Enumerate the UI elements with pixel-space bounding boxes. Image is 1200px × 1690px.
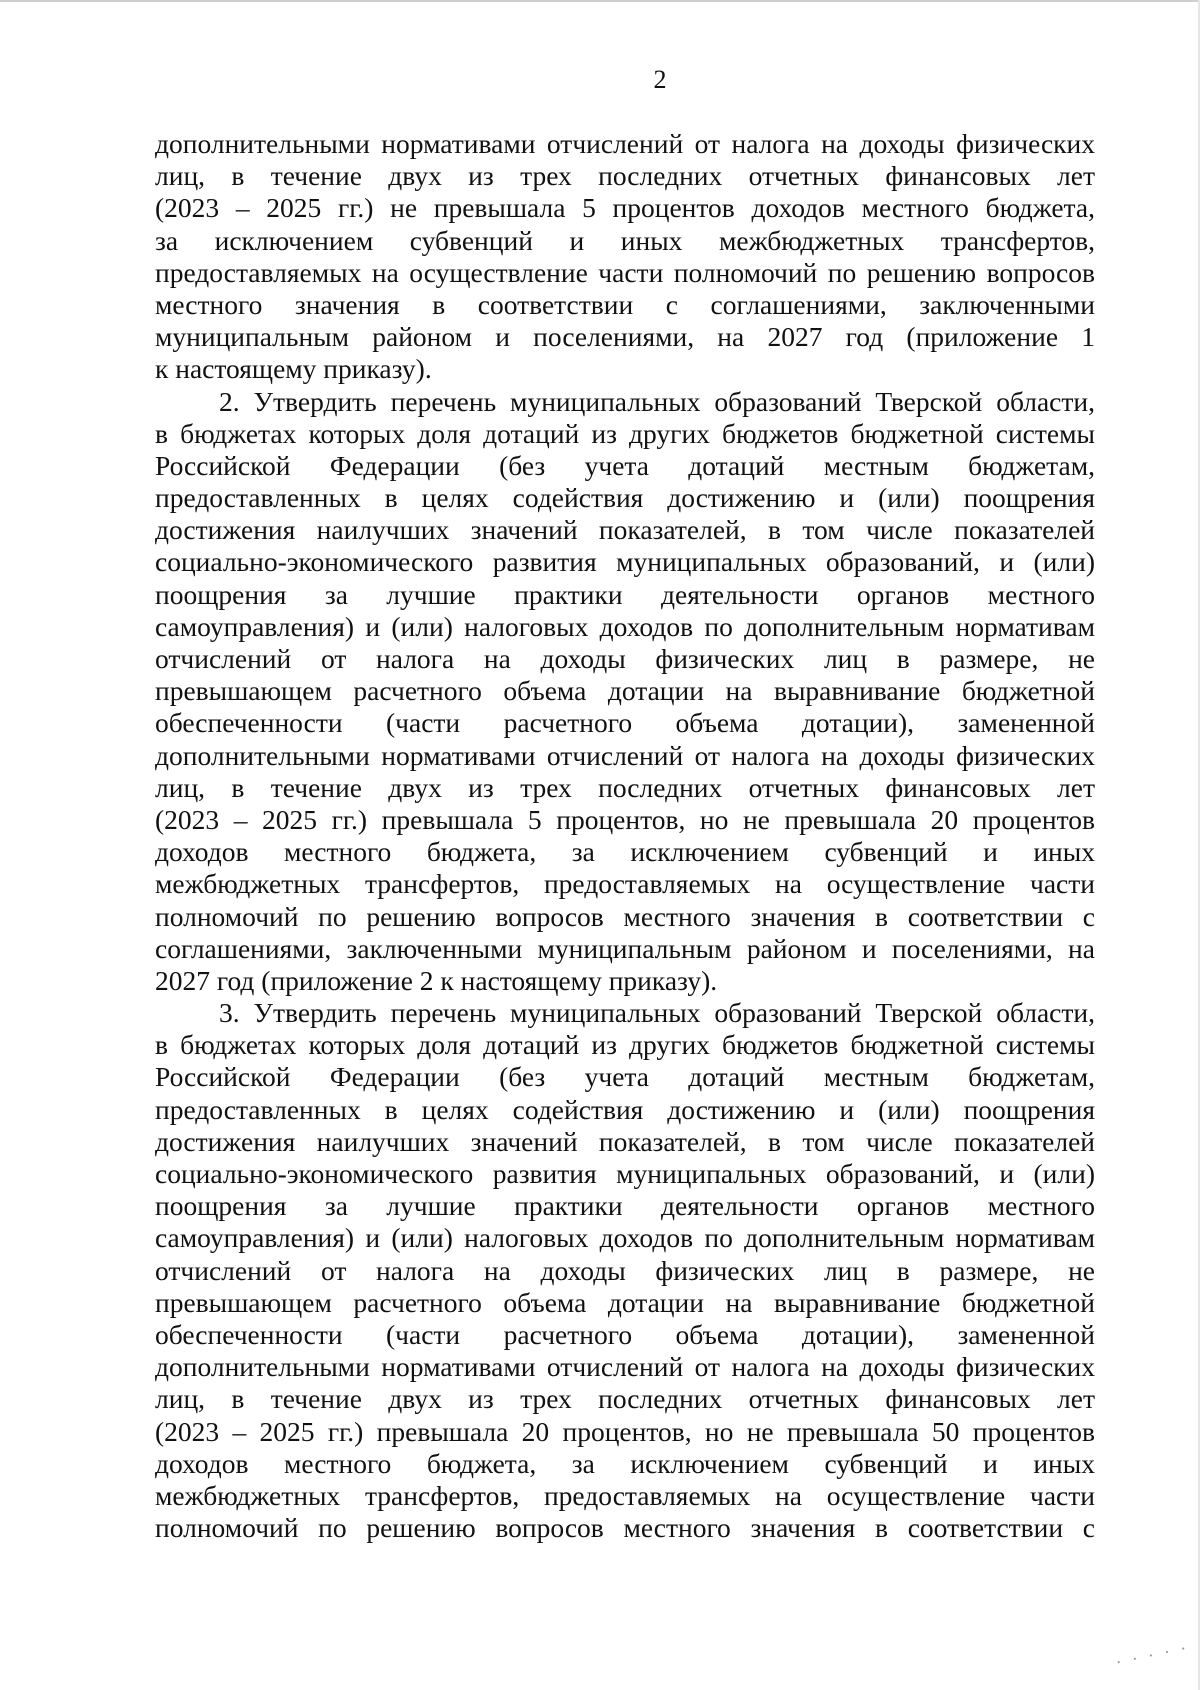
text-line: обеспеченности (части расчетного объема дотации), замененной bbox=[155, 707, 1095, 739]
text-line: предоставленных в целях содействия достижению и (или) поощрения bbox=[155, 1093, 1095, 1125]
scan-edge-top bbox=[0, 0, 1200, 2]
text-line: доходов местного бюджета, за исключением субвенций и иных bbox=[155, 836, 1095, 868]
scan-margin-marks: · · · · · bbox=[1113, 1637, 1192, 1673]
document-body bbox=[155, 128, 1095, 1544]
text-line: лиц, в течение двух из трех последних отчетных финансовых лет bbox=[155, 1383, 1095, 1415]
text-line: дополнительными нормативами отчислений от налога на доходы физических bbox=[155, 1351, 1095, 1383]
text-line: обеспеченности (части расчетного объема дотации), замененной bbox=[155, 1318, 1095, 1350]
text-line: достижения наилучших значений показателей, в том числе показателей bbox=[155, 1125, 1095, 1157]
text-line: 3. Утвердить перечень муниципальных образований Тверской области, bbox=[219, 997, 1095, 1029]
text-line: самоуправления) и (или) налоговых доходов по дополнительным нормативам bbox=[155, 1222, 1095, 1254]
text-line: в бюджетах которых доля дотаций из других бюджетов бюджетной системы bbox=[155, 1029, 1095, 1061]
text-line: лиц, в течение двух из трех последних отчетных финансовых лет bbox=[155, 771, 1095, 803]
text-line: дополнительными нормативами отчислений от налога на доходы физических bbox=[155, 739, 1095, 771]
text-line: межбюджетных трансфертов, предоставляемых на осуществление части bbox=[155, 1479, 1095, 1511]
text-line: 2. Утвердить перечень муниципальных образований Тверской области, bbox=[219, 385, 1095, 417]
text-line: превышающем расчетного объема дотации на выравнивание бюджетной bbox=[155, 675, 1095, 707]
text-line: социально-экономического развития муниципальных образований, и (или) bbox=[155, 1158, 1095, 1189]
text-line: поощрения за лучшие практики деятельности органов местного bbox=[155, 578, 1095, 610]
text-line: к настоящему приказу). bbox=[155, 353, 432, 385]
text-line: межбюджетных трансфертов, предоставляемых на осуществление части bbox=[155, 868, 1095, 900]
text-line: Российской Федерации (без учета дотаций местным бюджетам, bbox=[155, 1061, 1095, 1093]
text-line: доходов местного бюджета, за исключением субвенций и иных bbox=[155, 1447, 1095, 1479]
text-line: муниципальным районом и поселениями, на 2027 год (приложение 1 bbox=[155, 321, 1095, 353]
text-line: соглашениями, заключенными муниципальным районом и поселениями, на bbox=[155, 932, 1095, 964]
page-number: 2 bbox=[653, 65, 667, 94]
text-line: Российской Федерации (без учета дотаций местным бюджетам, bbox=[155, 449, 1095, 481]
text-line: превышающем расчетного объема дотации на выравнивание бюджетной bbox=[155, 1286, 1095, 1318]
text-line: (2023 – 2025 гг.) превышала 5 процентов, но не превышала 20 процентов bbox=[155, 803, 1095, 835]
text-line: местного значения в соответствии с соглашениями, заключенными bbox=[155, 288, 1095, 320]
text-line: достижения наилучших значений показателей, в том числе показателей bbox=[155, 514, 1095, 546]
text-line: самоуправления) и (или) налоговых доходов по дополнительным нормативам bbox=[155, 610, 1095, 642]
text-line: полномочий по решению вопросов местного значения в соответствии с bbox=[155, 1512, 1095, 1544]
text-line: отчислений от налога на доходы физических лиц в размере, не bbox=[155, 643, 1095, 674]
text-line: за исключением субвенций и иных межбюджетных трансфертов, bbox=[155, 224, 1095, 256]
text-line: в бюджетах которых доля дотаций из других бюджетов бюджетной системы bbox=[155, 417, 1095, 449]
text-line: (2023 – 2025 гг.) не превышала 5 процентов доходов местного бюджета, bbox=[155, 192, 1095, 224]
text-line: полномочий по решению вопросов местного значения в соответствии с bbox=[155, 900, 1095, 932]
text-line: 2027 год (приложение 2 к настоящему приказу). bbox=[155, 964, 718, 996]
text-line: дополнительными нормативами отчислений от налога на доходы физических bbox=[155, 128, 1095, 159]
text-line: социально-экономического развития муниципальных образований, и (или) bbox=[155, 546, 1095, 578]
text-line: предоставляемых на осуществление части полномочий по решению вопросов bbox=[155, 256, 1095, 288]
text-line: (2023 – 2025 гг.) превышала 20 процентов, но не превышала 50 процентов bbox=[155, 1415, 1095, 1447]
text-line: предоставленных в целях содействия достижению и (или) поощрения bbox=[155, 482, 1095, 514]
text-line: лиц, в течение двух из трех последних отчетных финансовых лет bbox=[155, 160, 1095, 192]
text-line: поощрения за лучшие практики деятельности органов местного bbox=[155, 1190, 1095, 1222]
text-line: отчислений от налога на доходы физических лиц в размере, не bbox=[155, 1254, 1095, 1286]
